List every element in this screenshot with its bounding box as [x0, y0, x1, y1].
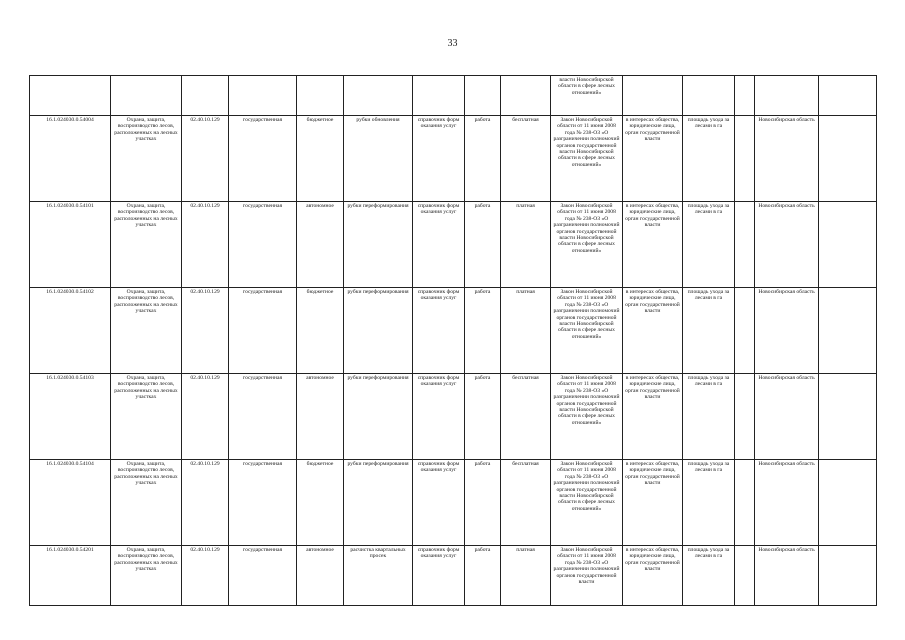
- form-cell: справочник форм оказания услуг: [413, 116, 465, 202]
- law-cell: власти Новосибирской области в сфере лесных отношений»: [551, 76, 623, 116]
- table-row: [30, 374, 877, 460]
- code-cell: 16.1.024030.0.54201: [30, 546, 111, 606]
- service-cell: Охрана, защита, воспроизводство лесов, расположенных на лесных участках: [111, 288, 182, 374]
- ownership-cell: государственная: [229, 460, 297, 546]
- work-cell: рубки переформирования: [344, 374, 413, 460]
- continuation-row: [30, 76, 877, 116]
- form-cell: справочник форм оказания услуг: [413, 546, 465, 606]
- ownership-cell: государственная: [229, 116, 297, 202]
- institution-cell: бюджетное: [297, 116, 344, 202]
- work-cell: рубки переформирования: [344, 460, 413, 546]
- code-cell: 16.1.024030.0.54102: [30, 288, 111, 374]
- ownership-cell: государственная: [229, 546, 297, 606]
- service-cell: Охрана, защита, воспроизводство лесов, расположенных на лесных участках: [111, 374, 182, 460]
- ownership-cell: государственная: [229, 288, 297, 374]
- law-cell: Закон Новосибирской области от 11 июня 2008 года № 238-ОЗ «О разграничении полномочий органов государственной власти Новосибирской области в сфере лесных отношений»: [551, 460, 623, 546]
- ownership-cell: государственная: [229, 202, 297, 288]
- consumers-cell: в интересах общества, юридические лица, орган государственной власти: [623, 374, 683, 460]
- region-cell: Новосибирская область: [755, 374, 819, 460]
- table-row: [30, 116, 877, 202]
- services-table: [29, 75, 877, 606]
- payment-cell: платная: [501, 202, 551, 288]
- indicator-cell: площадь ухода за лесами в га: [683, 116, 735, 202]
- ownership-cell: государственная: [229, 374, 297, 460]
- payment-cell: бесплатная: [501, 374, 551, 460]
- kind-cell: работа: [465, 116, 501, 202]
- code-cell: 16.1.024030.0.54101: [30, 202, 111, 288]
- work-cell: расчистка квартальных просек: [344, 546, 413, 606]
- indicator-cell: площадь ухода за лесами в га: [683, 202, 735, 288]
- kind-cell: работа: [465, 288, 501, 374]
- region-cell: Новосибирская область: [755, 460, 819, 546]
- consumers-cell: в интересах общества, юридические лица, орган государственной власти: [623, 546, 683, 606]
- table-row: [30, 546, 877, 606]
- okved-cell: 02.40.10.129: [182, 202, 229, 288]
- form-cell: справочник форм оказания услуг: [413, 460, 465, 546]
- service-cell: Охрана, защита, воспроизводство лесов, расположенных на лесных участках: [111, 460, 182, 546]
- okved-cell: 02.40.10.129: [182, 460, 229, 546]
- kind-cell: работа: [465, 546, 501, 606]
- code-cell: 16.1.024030.0.54103: [30, 374, 111, 460]
- law-cell: Закон Новосибирской области от 11 июня 2008 года № 238-ОЗ «О разграничении полномочий органов государственной власти Новосибирской области в сфере лесных отношений»: [551, 116, 623, 202]
- service-cell: Охрана, защита, воспроизводство лесов, расположенных на лесных участках: [111, 546, 182, 606]
- consumers-cell: в интересах общества, юридические лица, орган государственной власти: [623, 460, 683, 546]
- indicator-cell: площадь ухода за лесами в га: [683, 460, 735, 546]
- institution-cell: автономное: [297, 202, 344, 288]
- kind-cell: работа: [465, 460, 501, 546]
- law-cell: Закон Новосибирской области от 11 июня 2008 года № 238-ОЗ «О разграничении полномочий органов государственной власти: [551, 546, 623, 606]
- region-cell: Новосибирская область: [755, 202, 819, 288]
- form-cell: справочник форм оказания услуг: [413, 288, 465, 374]
- consumers-cell: в интересах общества, юридические лица, орган государственной власти: [623, 288, 683, 374]
- okved-cell: 02.40.10.129: [182, 374, 229, 460]
- payment-cell: бесплатная: [501, 116, 551, 202]
- indicator-cell: площадь ухода за лесами в га: [683, 546, 735, 606]
- okved-cell: 02.40.10.129: [182, 288, 229, 374]
- okved-cell: 02.40.10.129: [182, 116, 229, 202]
- indicator-cell: площадь ухода за лесами в га: [683, 374, 735, 460]
- kind-cell: работа: [465, 202, 501, 288]
- page-number: 33: [447, 38, 458, 49]
- code-cell: 16.1.024030.0.54004: [30, 116, 111, 202]
- consumers-cell: в интересах общества, юридические лица, орган государственной власти: [623, 116, 683, 202]
- region-cell: Новосибирская область: [755, 546, 819, 606]
- service-cell: Охрана, защита, воспроизводство лесов, расположенных на лесных участках: [111, 202, 182, 288]
- payment-cell: платная: [501, 546, 551, 606]
- law-cell: Закон Новосибирской области от 11 июня 2008 года № 238-ОЗ «О разграничении полномочий органов государственной власти Новосибирской области в сфере лесных отношений»: [551, 202, 623, 288]
- consumers-cell: в интересах общества, юридические лица, орган государственной власти: [623, 202, 683, 288]
- payment-cell: платная: [501, 288, 551, 374]
- service-cell: Охрана, защита, воспроизводство лесов, расположенных на лесных участках: [111, 116, 182, 202]
- okved-cell: 02.40.10.129: [182, 546, 229, 606]
- institution-cell: бюджетное: [297, 288, 344, 374]
- code-cell: 16.1.024030.0.54104: [30, 460, 111, 546]
- region-cell: Новосибирская область: [755, 116, 819, 202]
- form-cell: справочник форм оказания услуг: [413, 374, 465, 460]
- work-cell: рубки переформирования: [344, 202, 413, 288]
- institution-cell: бюджетное: [297, 460, 344, 546]
- law-cell: Закон Новосибирской области от 11 июня 2008 года № 238-ОЗ «О разграничении полномочий органов государственной власти Новосибирской области в сфере лесных отношений»: [551, 288, 623, 374]
- table-row: [30, 460, 877, 546]
- payment-cell: бесплатная: [501, 460, 551, 546]
- region-cell: Новосибирская область: [755, 288, 819, 374]
- institution-cell: автономное: [297, 546, 344, 606]
- institution-cell: автономное: [297, 374, 344, 460]
- kind-cell: работа: [465, 374, 501, 460]
- law-cell: Закон Новосибирской области от 11 июня 2008 года № 238-ОЗ «О разграничении полномочий органов государственной власти Новосибирской области в сфере лесных отношений»: [551, 374, 623, 460]
- indicator-cell: площадь ухода за лесами в га: [683, 288, 735, 374]
- table-row: [30, 288, 877, 374]
- work-cell: рубки переформирования: [344, 288, 413, 374]
- table-row: [30, 202, 877, 288]
- work-cell: рубки обновления: [344, 116, 413, 202]
- form-cell: справочник форм оказания услуг: [413, 202, 465, 288]
